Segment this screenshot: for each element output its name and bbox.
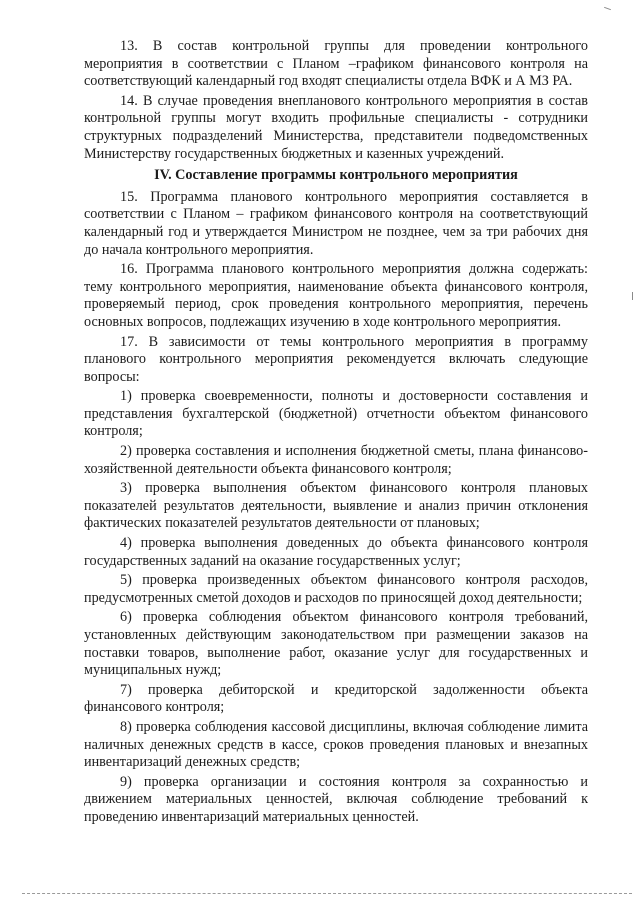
list-item: 1) проверка своевременности, полноты и достоверности составления и представления бухгалтерской (бюджетной) отчетности объектом финансового контроля; (84, 388, 588, 440)
list-item: 6) проверка соблюдения объектом финансового контроля требований, установленных действующим законодательством при размещении заказов на поставки товаров, выполнение работ, оказание услуг для государственных и муниципальных нужд; (84, 609, 588, 679)
questions-list (84, 388, 588, 826)
list-item: 3) проверка выполнения объектом финансового контроля плановых показателей результатов деятельности, выявление и анализ причин отклонения фактических показателей результатов деятельности от плановых; (84, 480, 588, 532)
paragraph-13: 13. В состав контрольной группы для проведении контрольного мероприятия в соответствии с Планом –графиком финансового контроля на соответствующий календарный год входят специалисты отдела ВФК и А МЗ РА. (84, 38, 588, 90)
paragraph-15: 15. Программа планового контрольного мероприятия составляется в соответствии с Планом – графиком финансового контроля на соответствующий календарный год и утверждается Министром не позднее, чем за три рабочих дня до начала контрольного мероприятия. (84, 188, 588, 258)
list-item: 5) проверка произведенных объектом финансового контроля расходов, предусмотренных сметой доходов и расходов по приносящей доход деятельности; (84, 572, 588, 606)
list-item: 8) проверка соблюдения кассовой дисциплины, включая соблюдение лимита наличных денежных средств в кассе, сроков проведения плановых и внезапных инвентаризаций денежных средств; (84, 718, 588, 771)
list-item: 9) проверка организации и состояния контроля за сохранностью и движением материальных ценностей, включая соблюдение требований к проведению инвентаризаций материальных ценностей. (84, 773, 588, 825)
paragraph-17: 17. В зависимости от темы контрольного мероприятия в программу планового контрольного мероприятия рекомендуется включать следующие вопросы: (84, 333, 588, 385)
scan-artifact (632, 292, 633, 300)
page-bottom-rule (22, 893, 632, 894)
list-item: 7) проверка дебиторской и кредиторской задолженности объекта финансового контроля; (84, 681, 588, 716)
paragraph-14: 14. В случае проведения внепланового контрольного мероприятия в состав контрольной группы могут входить профильные специалисты - сотрудники структурных подразделений Министерства, представители подведомственных Министерству государственных бюджетных и казенных учреждений. (84, 92, 588, 162)
section-heading: IV. Составление программы контрольного мероприятия (154, 167, 518, 184)
paragraph-16: 16. Программа планового контрольного мероприятия должна содержать: тему контрольного мероприятия, наименование объекта финансового контроля, проверяемый период, срок проведения контрольного мероприятия, перечень основных вопросов, подлежащих изучению в ходе контрольного мероприятия. (84, 261, 588, 330)
list-item: 4) проверка выполнения доведенных до объекта финансового контроля государственных заданий на оказание государственных услуг; (84, 535, 588, 569)
list-item: 2) проверка составления и исполнения бюджетной сметы, плана финансово-хозяйственной деятельности объекта финансового контроля; (84, 443, 588, 477)
